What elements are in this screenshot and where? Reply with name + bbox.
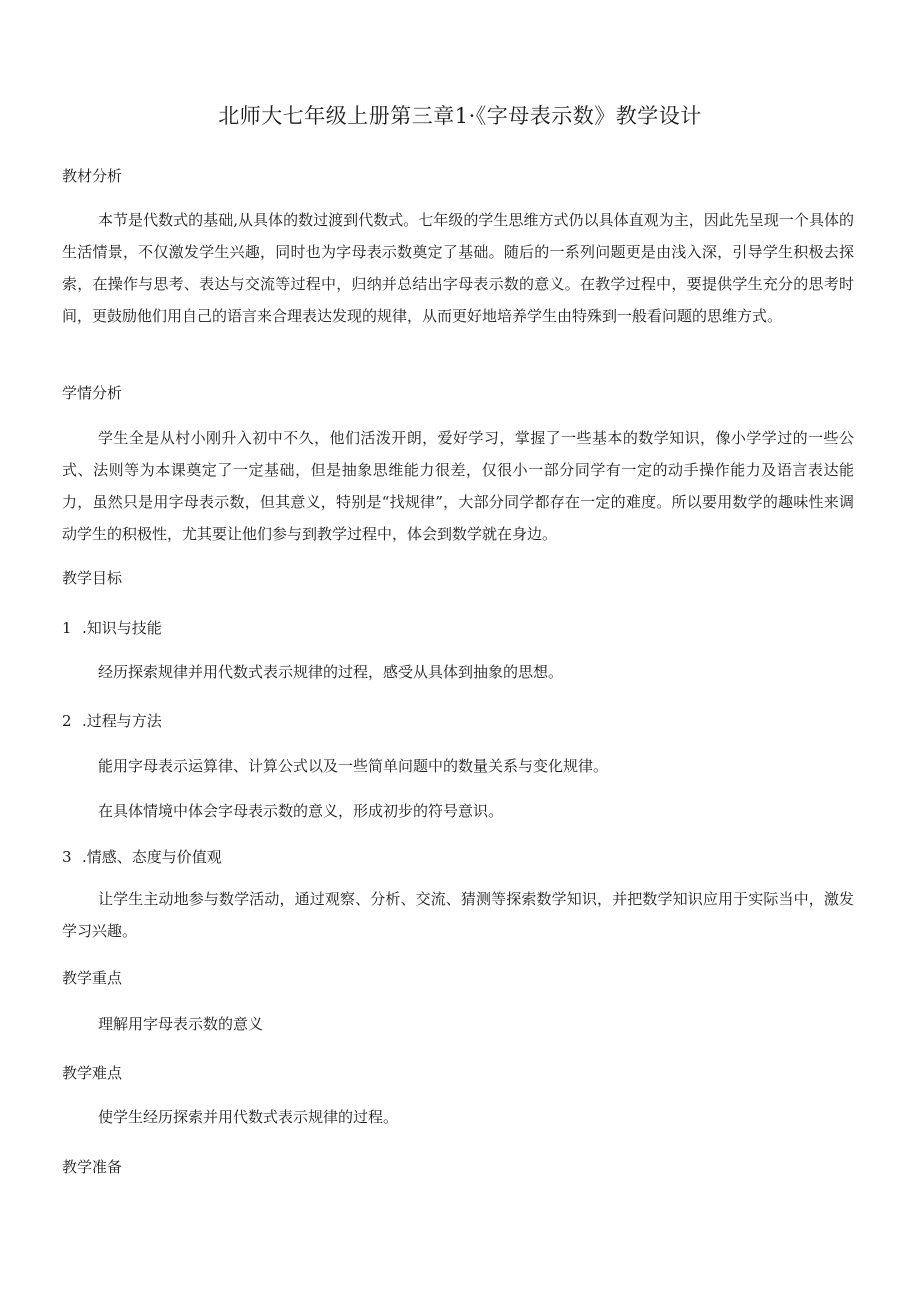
difficulty-text: 使学生经历探索并用代数式表示规律的过程。	[98, 1108, 399, 1126]
difficulty-heading: 教学难点	[62, 1064, 123, 1082]
preparation-heading: 教学准备	[62, 1158, 123, 1176]
document-title: 北师大七年级上册第三章1·《字母表示数》教学设计	[218, 104, 702, 128]
key-point-heading: 教学重点	[62, 969, 123, 987]
student-analysis-heading: 学情分析	[62, 384, 123, 402]
objective-3-paragraph: 让学生主动地参与数学活动，通过观察、分析、交流、猜测等探索数学知识，并把数学知识应用于实际当中，激发学习兴趣。	[62, 890, 854, 940]
objective-1-text: 经历探索规律并用代数式表示规律的过程，感受从具体到抽象的思想。	[98, 663, 564, 681]
material-analysis-paragraph: 本节是代数式的基础,从具体的数过渡到代数式。七年级的学生思维方式仍以具体直观为主，因此先呈现一个具体的生活情景，不仅激发学生兴趣，同时也为字母表示数奠定了基础。随后的一系列问题更是由浅入深，引导学生积极去探索，在操作与思考、表达与交流等过程中，归纳并总结出字母表示数的意义。在教学过程中，要提供学生充分的思考时间，更鼓励他们用自己的语言来合理表达发现的规律，从而更好地培养学生由特殊到一般看问题的思维方式。	[62, 211, 854, 325]
objective-2-text-2: 在具体情境中体会字母表示数的意义，形成初步的符号意识。	[98, 802, 504, 820]
objectives-heading: 教学目标	[62, 569, 123, 587]
objective-3-heading	[62, 846, 222, 867]
objective-1-number: 1	[62, 619, 72, 637]
objective-1-label: .知识与技能	[82, 619, 162, 637]
objective-3-label: .情感、态度与价值观	[82, 848, 222, 866]
objective-3-number: 3	[62, 848, 72, 866]
objective-2-number: 2	[62, 712, 72, 730]
objective-1-heading	[62, 617, 162, 638]
objective-2-text-1: 能用字母表示运算律、计算公式以及一些简单问题中的数量关系与变化规律。	[98, 757, 609, 775]
key-point-text: 理解用字母表示数的意义	[98, 1015, 264, 1033]
student-analysis-paragraph: 学生全是从村小刚升入初中不久，他们活泼开朗，爱好学习，掌握了一些基本的数学知识，像小学学过的一些公式、法则等为本课奠定了一定基础，但是抽象思维能力很差，仅很小一部分同学有一定的动手操作能力及语言表达能力，虽然只是用字母表示数，但其意义，特别是“找规律”，大部分同学都存在一定的难度。所以要用数学的趣味性来调动学生的积极性，尤其要让他们参与到教学过程中，体会到数学就在身边。	[62, 429, 854, 543]
material-analysis-heading: 教材分析	[62, 167, 123, 185]
objective-2-heading	[62, 710, 162, 731]
objective-2-label: .过程与方法	[82, 712, 162, 730]
